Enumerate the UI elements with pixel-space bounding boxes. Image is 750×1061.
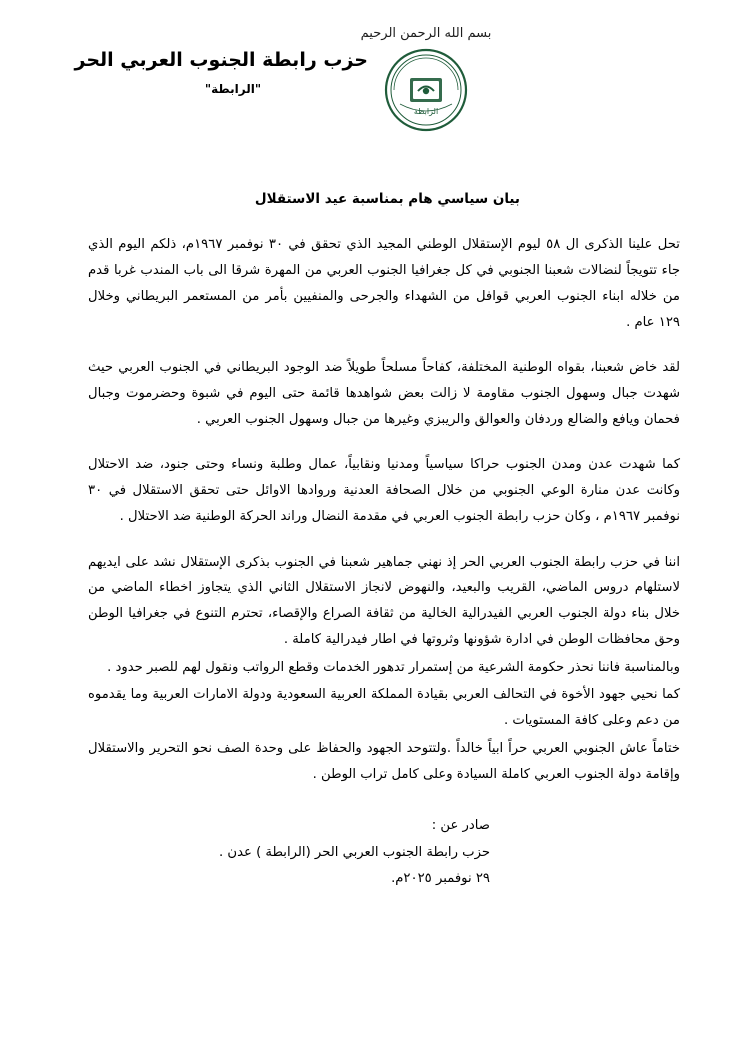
paragraph-2: لقد خاض شعبنا، بقواه الوطنية المختلفة، كفاحاً مسلحاً طويلاً ضد الوجود البريطاني في الجنوب العربي حيث شهدت جبال وسهول الجنوب مقاومة لا زالت بعض شواهدها قائمة حتى اليوم في شبوة وحضرموت وجبال فحمان ويافع والضالع وردفان والعوالق والريبزي وغيرها من جبال وسهول الجنوب العربي .	[88, 360, 680, 427]
party-title: حزب رابطة الجنوب العربي الحر	[74, 49, 368, 71]
paragraph-3: كما شهدت عدن ومدن الجنوب حراكا سياسياً ومدنيا ونقابياً، عمال وطلبة ونساء وحتى جنود، ضد الاحتلال وكانت عدن منارة الوعي الجنوبي من خلال الصحافة العدنية وروادها الاوائل حتى تحقق الاستقلال في ٣٠ نوفمبر ١٩٦٧م ، وكان حزب رابطة الجنوب العربي في مقدمة النضال وراند الحركة الوطنية ضد الاحتلال .	[88, 457, 680, 524]
paragraph-5: وبالمناسبة فاننا نحذر حكومة الشرعية من إستمرار تدهور الخدمات وقطع الرواتب ونقول لهم للصبر حدود .	[107, 659, 680, 675]
party-subtitle: "الرابطة"	[204, 81, 262, 96]
issued-by-label: صادر عن :	[431, 818, 490, 834]
paragraph-7: ختاماً عاش الجنوبي العربي حراً ابياً خالداً .ولتتوحد الجهود والحفاظ على وحدة الصف نحو التحرير والاستقلال وإقامة دولة الجنوب العربي كاملة السيادة وعلى كامل تراب الوطن .	[88, 740, 680, 782]
basmala-text: بسم الله الرحمن الرحيم	[360, 26, 492, 41]
paragraph-6: كما نحيي جهود الأخوة في التحالف العربي بقيادة المملكة العربية السعودية ودولة الامارات العربية وما يقدموه من دعم وعلى كافة المستويات .	[88, 687, 680, 729]
issuer-name: حزب رابطة الجنوب العربي الحر (الرابطة ) عدن .	[219, 844, 490, 860]
paragraph-1: تحل علينا الذكرى ال ٥٨ ليوم الإستقلال الوطني المجيد الذي تحقق في ٣٠ نوفمبر ١٩٦٧م، ذلكم اليوم الذي جاء تتويجاً لنضالات شعبنا الجنوبي في كل جغرافيا الجنوب العربي من المهرة شرقا الى باب المندب غربا قدم من خلاله ابناء الجنوب العربي قوافل من الشهداء والجرحى والمنفيين بأمر من المستعمر البريطاني وخلال ١٢٩ عام .	[88, 237, 680, 330]
document-body	[0, 186, 750, 892]
signature-block	[88, 813, 680, 892]
statement-title: بيان سياسي هام بمناسبة عيد الاستقلال	[254, 191, 520, 207]
document-header	[0, 0, 750, 150]
svg-text:الرابطة: الرابطة	[413, 106, 439, 116]
party-emblem-logo	[384, 48, 468, 132]
party-title-block	[74, 48, 368, 96]
paragraph-4: اننا في حزب رابطة الجنوب العربي الحر إذ نهني جماهير شعبنا في الجنوب بذكرى الإستقلال نشد على ايديهم لاستلهام دروس الماضي، القريب والبعيد، والنهوض لانجاز الاستقلال الثاني الذي يتجاوز اخطاء الماضي من خلال بناء دولة الجنوب العربي الفيدرالية الخالية من ثقافة الصراع والإقصاء، تحترم التنوع في جغرافيا الوطن وحق محافظات الوطن في ادارة شؤونها وثروتها في اطار فيدرالية كاملة .	[88, 554, 680, 647]
issue-date: ٢٩ نوفمبر ٢٠٢٥م.	[391, 871, 490, 887]
